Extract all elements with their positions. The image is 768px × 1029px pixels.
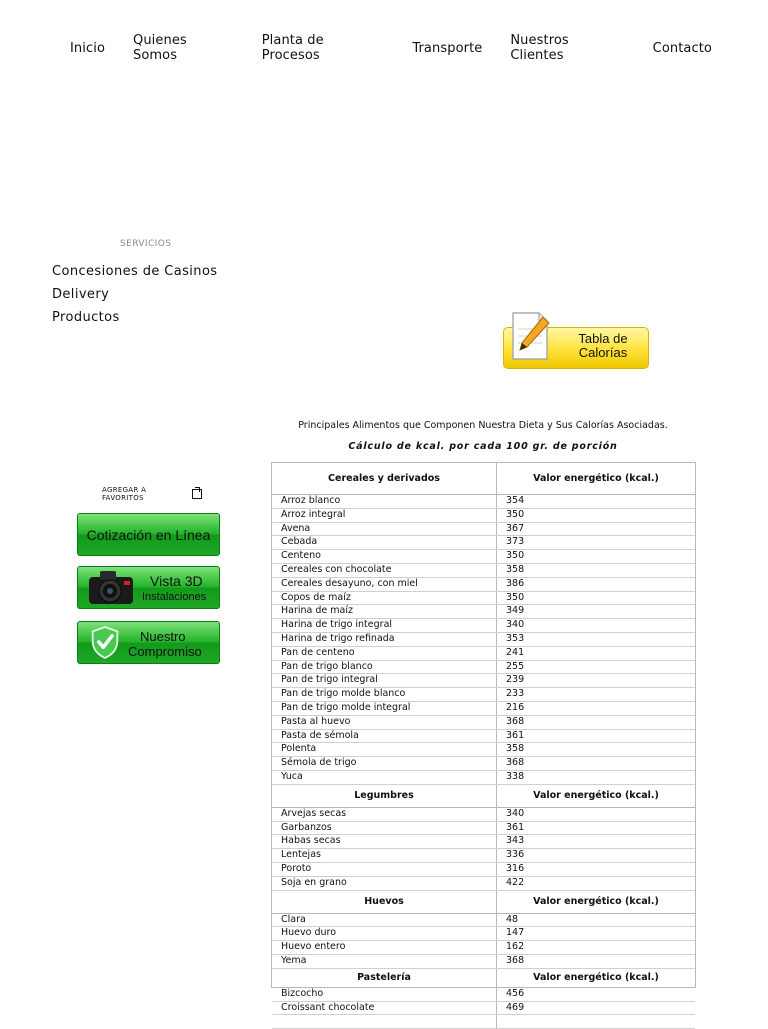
food-name-cell: Huevo entero: [272, 941, 497, 955]
table-row: [272, 807, 695, 821]
service-link-productos[interactable]: Productos: [52, 310, 120, 325]
kcal-value-cell: 147: [497, 927, 696, 941]
view-3d-subtitle: Instalaciones: [142, 591, 207, 603]
kcal-value-cell: 233: [497, 688, 696, 702]
food-name-cell: Croissant chocolate: [272, 1001, 497, 1015]
table-row: [272, 619, 695, 633]
food-name-cell: Arroz integral: [272, 508, 497, 522]
kcal-value-cell: 255: [497, 660, 696, 674]
table-row: [272, 954, 695, 968]
table-row: [272, 701, 695, 715]
table-row: [272, 660, 695, 674]
food-name-cell: Copos de maíz: [272, 591, 497, 605]
table-subtitle: Cálculo de kcal. por cada 100 gr. de porción: [348, 441, 618, 452]
kcal-value-cell: 338: [497, 770, 696, 784]
view-3d-title: Vista 3D: [150, 573, 203, 589]
quote-online-button[interactable]: [77, 513, 220, 556]
kcal-value-cell: 349: [497, 605, 696, 619]
food-name-cell: Cebada: [272, 536, 497, 550]
table-row: [272, 849, 695, 863]
calories-table-container: [271, 462, 696, 1013]
value-column-header: Valor energético (kcal.): [497, 890, 696, 913]
kcal-value-cell: 368: [497, 715, 696, 729]
food-name-cell: Harina de trigo refinada: [272, 632, 497, 646]
notepad-pencil-icon: [509, 309, 549, 361]
kcal-value-cell: 361: [497, 821, 696, 835]
tabla-calorias-button[interactable]: [503, 309, 649, 371]
kcal-value-cell: 469: [497, 1001, 696, 1015]
bookmark-add-icon: [192, 489, 202, 499]
shield-check-icon: [90, 625, 120, 659]
food-name-cell: Soja en grano: [272, 876, 497, 890]
food-name-cell: Polenta: [272, 743, 497, 757]
service-link-delivery[interactable]: Delivery: [52, 287, 110, 302]
table-row: [272, 821, 695, 835]
services-list: [52, 260, 217, 329]
main-nav: [56, 33, 726, 63]
nav-inicio[interactable]: Inicio: [70, 40, 105, 56]
table-row: [272, 550, 695, 564]
kcal-value-cell: 386: [497, 577, 696, 591]
table-row: [272, 536, 695, 550]
kcal-value-cell: 358: [497, 563, 696, 577]
kcal-value-cell: 350: [497, 550, 696, 564]
food-name-cell: Avena: [272, 522, 497, 536]
table-section-header: [272, 968, 695, 987]
table-row: [272, 508, 695, 522]
food-name-cell: Pan de trigo integral: [272, 674, 497, 688]
food-name-cell: Pasta al huevo: [272, 715, 497, 729]
kcal-value-cell: 354: [497, 495, 696, 509]
food-name-cell: Arroz blanco: [272, 495, 497, 509]
food-name-cell: Pasta de sémola: [272, 729, 497, 743]
table-row: [272, 715, 695, 729]
table-row: [272, 522, 695, 536]
table-row: [272, 674, 695, 688]
food-name-cell: Clara: [272, 913, 497, 927]
food-name-cell: Sémola de trigo: [272, 757, 497, 771]
camera-icon: [86, 569, 136, 607]
kcal-value-cell: 422: [497, 876, 696, 890]
food-name-cell: Pan de centeno: [272, 646, 497, 660]
tabla-button-line1: Tabla de: [578, 331, 628, 346]
kcal-value-cell: 340: [497, 619, 696, 633]
kcal-value-cell: 316: [497, 862, 696, 876]
value-column-header: Valor energético (kcal.): [497, 463, 696, 495]
food-name-cell: Pan de trigo blanco: [272, 660, 497, 674]
kcal-value-cell: 368: [497, 757, 696, 771]
table-section-header: [272, 890, 695, 913]
table-row: [272, 743, 695, 757]
food-name-cell: Harina de maíz: [272, 605, 497, 619]
quote-online-label: Cotización en Línea: [86, 527, 211, 543]
table-row: [272, 835, 695, 849]
table-row: [272, 577, 695, 591]
kcal-value-cell: 358: [497, 743, 696, 757]
kcal-value-cell: 361: [497, 729, 696, 743]
food-name-cell: Habas secas: [272, 835, 497, 849]
kcal-value-cell: 340: [497, 807, 696, 821]
food-name-cell: Yuca: [272, 770, 497, 784]
view-3d-button[interactable]: [77, 566, 220, 609]
service-link-casinos[interactable]: Concesiones de Casinos: [52, 264, 218, 279]
food-name-cell: Pan de trigo molde blanco: [272, 688, 497, 702]
table-row: [272, 927, 695, 941]
kcal-value-cell: 241: [497, 646, 696, 660]
commitment-title-line1: Nuestro: [140, 629, 186, 644]
table-row: [272, 632, 695, 646]
kcal-value-cell: 216: [497, 701, 696, 715]
nav-transporte[interactable]: Transporte: [412, 40, 483, 56]
food-name-cell: Pan de trigo molde integral: [272, 701, 497, 715]
table-section-header: [272, 463, 695, 495]
food-name-cell: Harina de trigo integral: [272, 619, 497, 633]
kcal-value-cell: 48: [497, 913, 696, 927]
kcal-value-cell: 350: [497, 508, 696, 522]
table-row: [272, 495, 695, 509]
value-column-header: Valor energético (kcal.): [497, 784, 696, 807]
food-name-cell: Poroto: [272, 862, 497, 876]
table-row: [272, 770, 695, 784]
table-row: [272, 1001, 695, 1015]
table-row: [272, 876, 695, 890]
table-row: [272, 941, 695, 955]
food-name-cell: Cereales con chocolate: [272, 563, 497, 577]
calories-table: [272, 463, 695, 1029]
services-heading: SERVICIOS: [120, 239, 172, 249]
nav-contacto[interactable]: Contacto: [652, 40, 712, 56]
add-favorites-link[interactable]: [102, 486, 202, 502]
table-row: [272, 913, 695, 927]
kcal-value-cell: [497, 1015, 696, 1029]
table-section-header: [272, 784, 695, 807]
table-row: [272, 605, 695, 619]
table-row: [272, 591, 695, 605]
kcal-value-cell: 343: [497, 835, 696, 849]
food-name-cell: Lentejas: [272, 849, 497, 863]
section-title: Pastelería: [272, 968, 497, 987]
kcal-value-cell: 373: [497, 536, 696, 550]
add-favorites-label: AGREGAR A FAVORITOS: [102, 486, 147, 502]
kcal-value-cell: 368: [497, 954, 696, 968]
table-row: [272, 1015, 695, 1029]
intro-text: Principales Alimentos que Componen Nuestra Dieta y Sus Calorías Asociadas.: [298, 420, 668, 431]
nav-quienes-somos[interactable]: Quienes Somos: [133, 33, 187, 63]
table-row: [272, 729, 695, 743]
food-name-cell: [272, 1015, 497, 1029]
kcal-value-cell: 239: [497, 674, 696, 688]
kcal-value-cell: 353: [497, 632, 696, 646]
food-name-cell: Arvejas secas: [272, 807, 497, 821]
section-title: Legumbres: [272, 784, 497, 807]
table-row: [272, 563, 695, 577]
kcal-value-cell: 162: [497, 941, 696, 955]
section-title: Cereales y derivados: [272, 463, 497, 495]
section-title: Huevos: [272, 890, 497, 913]
food-name-cell: Cereales desayuno, con miel: [272, 577, 497, 591]
food-name-cell: Bizcocho: [272, 987, 497, 1001]
table-row: [272, 757, 695, 771]
food-name-cell: Garbanzos: [272, 821, 497, 835]
table-row: [272, 646, 695, 660]
table-row: [272, 688, 695, 702]
table-row: [272, 987, 695, 1001]
kcal-value-cell: 350: [497, 591, 696, 605]
tabla-button-line2: Calorías: [578, 345, 628, 360]
value-column-header: Valor energético (kcal.): [497, 968, 696, 987]
nav-nuestros-clientes[interactable]: Nuestros Clientes: [510, 33, 569, 63]
our-commitment-button[interactable]: [77, 621, 220, 664]
nav-planta-de-procesos[interactable]: Planta de Procesos: [261, 33, 324, 63]
food-name-cell: Centeno: [272, 550, 497, 564]
food-name-cell: Huevo duro: [272, 927, 497, 941]
commitment-title-line2: Compromiso: [128, 644, 202, 659]
kcal-value-cell: 336: [497, 849, 696, 863]
tabla-button-label: [563, 332, 643, 360]
food-name-cell: Yema: [272, 954, 497, 968]
kcal-value-cell: 367: [497, 522, 696, 536]
kcal-value-cell: 456: [497, 987, 696, 1001]
table-row: [272, 862, 695, 876]
